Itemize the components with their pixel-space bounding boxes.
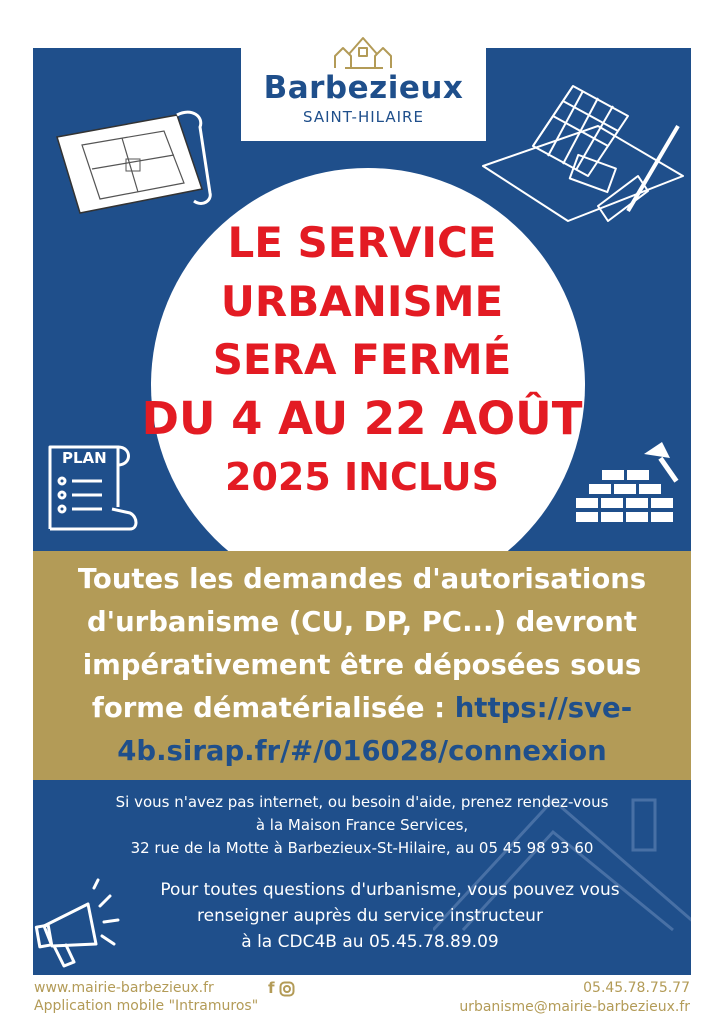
info-line-6: à la CDC4B au 05.45.78.89.09 (241, 932, 499, 952)
megaphone-icon (34, 878, 124, 970)
email-link[interactable]: urbanisme@mairie-barbezieux.fr (459, 999, 690, 1015)
facebook-icon[interactable]: f (268, 979, 275, 997)
house-blueprint-icon (478, 66, 688, 226)
connexion-link-part-2[interactable]: 4b.sirap.fr/#/016028/connexion (117, 735, 607, 767)
headline-line-3: SERA FERMÉ (212, 335, 512, 384)
website-link[interactable]: www.mairie-barbezieux.fr (34, 980, 214, 996)
plan-scroll-icon (40, 437, 140, 537)
notice-line-4 (33, 692, 691, 724)
info-line-4: Pour toutes questions d'urbanisme, vous pouvez vous (160, 880, 620, 900)
info-line-1: Si vous n'avez pas internet, ou besoin d'aide, prenez rendez-vous (115, 793, 609, 811)
bricks-trowel-icon (574, 440, 684, 532)
roof-logo-icon (333, 34, 395, 70)
headline-line-4: DU 4 AU 22 AOÛT (141, 392, 583, 445)
logo (241, 48, 486, 141)
notice-line-4-text: forme dématérialisée : (91, 692, 455, 724)
headline-line-1: LE SERVICE (227, 218, 497, 267)
headline-line-5: 2025 INCLUS (225, 455, 499, 499)
floor-plan-icon (52, 97, 212, 217)
app-text: Application mobile "Intramuros" (34, 998, 259, 1014)
headline-line-2: URBANISME (220, 277, 504, 326)
logo-subtitle: SAINT-HILAIRE (303, 108, 424, 126)
notice-line-3: impérativement être déposées sous (82, 649, 642, 681)
logo-name: Barbezieux (263, 70, 464, 106)
phone-number[interactable]: 05.45.78.75.77 (583, 980, 690, 996)
notice-line-2: d'urbanisme (CU, DP, PC...) devront (86, 606, 638, 638)
connexion-link-part-1[interactable]: https://sve- (454, 692, 633, 724)
instagram-icon[interactable] (279, 981, 295, 997)
plan-label: PLAN (62, 449, 107, 467)
info-line-5: renseigner auprès du service instructeur (197, 906, 543, 926)
notice-line-1: Toutes les demandes d'autorisations (77, 563, 647, 595)
info-line-2: à la Maison France Services, (255, 816, 469, 834)
info-line-3: 32 rue de la Motte à Barbezieux-St-Hilaire, au 05 45 98 93 60 (130, 839, 594, 857)
